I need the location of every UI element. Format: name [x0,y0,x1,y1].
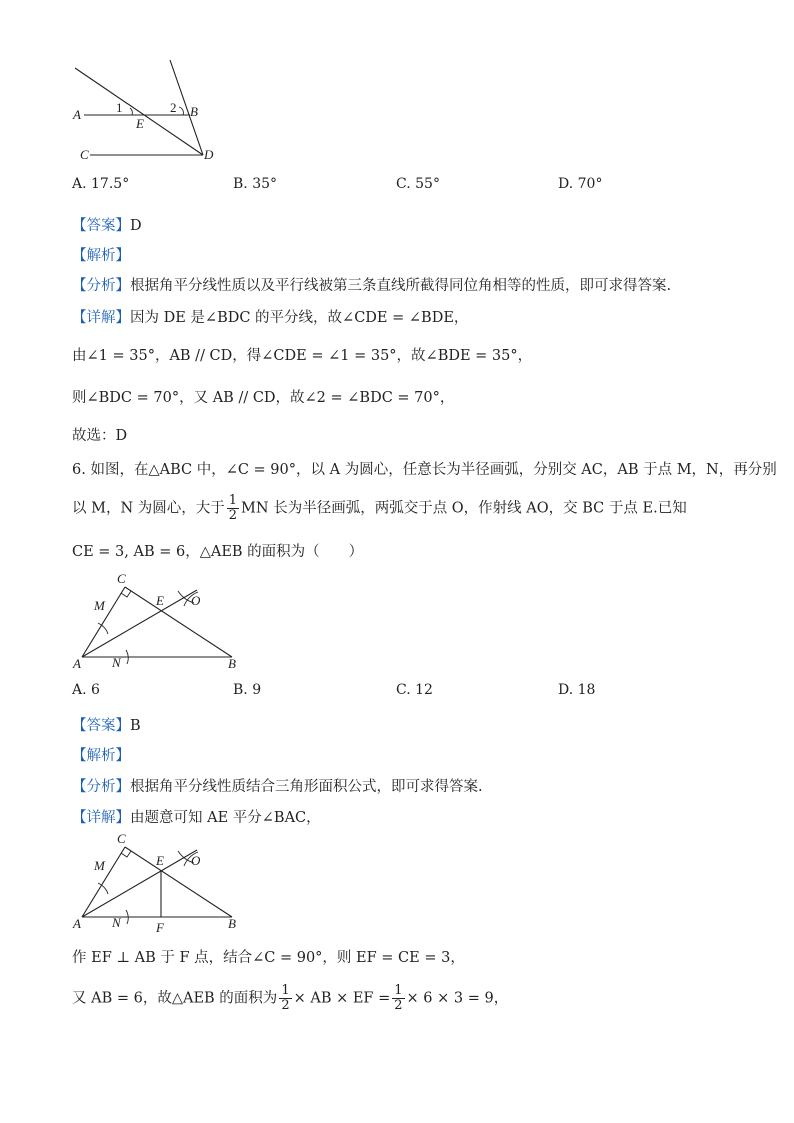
label-O: O [191,593,201,608]
label-E: E [156,853,164,868]
q6-stem-line3: CE = 3, AB = 6，△AEB 的面积为（ ） [72,544,364,560]
option-b: B. 35° [233,176,278,192]
analysis-tag-q6: 【解析】 [72,748,130,764]
angle-2-label: 2 [170,100,177,115]
option-d: D. 70° [558,176,603,192]
label-A: A [73,656,81,671]
option-b: B. 9 [233,682,262,698]
fraction-half: $\frac{1}{2}$ [228,493,238,523]
label-E: E [156,593,164,608]
label-O: O [191,853,201,868]
answer-line-q6: 【答案】B [72,718,141,734]
label-F: F [156,920,164,935]
xiangjie-line-q5: 【详解】因为 DE 是∠BDC 的平分线，故∠CDE = ∠BDE， [72,310,469,326]
figure-q6-solution [70,828,250,936]
figure-q6 [70,568,250,674]
label-N: N [112,655,121,670]
label-M: M [94,858,105,873]
xiangjie-line-q6: 【详解】由题意可知 AE 平分∠BAC， [72,810,321,826]
option-a: A. 6 [72,682,100,698]
label-B: B [190,104,198,119]
solution-line2-q6: 作 EF ⊥ AB 于 F 点，结合∠C = 90°，则 EF = CE = 3， [72,950,465,966]
analysis-tag-q5: 【解析】 [72,248,130,264]
fenxi-line-q5: 【分析】根据角平分线性质以及平行线被第三条直线所截得同位角相等的性质，即可求得答案. [72,278,672,294]
label-A: A [73,107,81,122]
label-D: D [204,147,214,162]
q6-stem-line1: 6. 如图，在△ABC 中，∠C = 90°，以 A 为圆心，任意长为半径画弧，分别交 AC，AB 于点 M，N，再分别 [72,462,777,478]
option-a: A. 17.5° [72,176,130,192]
label-N: N [112,915,121,930]
fraction-half-2: $\frac{1}{2}$ [394,983,403,1013]
q6-stem-line2: 以 M，N 为圆心，大于 $\frac{1}{2}$ MN 长为半径画弧，两弧交于点 O，作射线 AO，交 BC 于点 E.已知 [72,493,687,523]
fenxi-line-q6: 【分析】根据角平分线性质结合三角形面积公式，即可求得答案. [72,779,483,795]
choose-line-q5: 故选：D [72,428,128,444]
label-A: A [73,916,81,931]
option-c: C. 12 [396,682,433,698]
option-c: C. 55° [396,176,440,192]
angle-1-label: 1 [116,100,123,115]
figure-q5 [70,58,230,168]
solution-line2-q5: 由∠1 = 35°，AB // CD，得∠CDE = ∠1 = 35°，故∠BDE = 35°， [72,348,533,364]
option-d: D. 18 [558,682,596,698]
fraction-half-1: $\frac{1}{2}$ [281,983,290,1013]
solution-line3-q6: 又 AB = 6，故△AEB 的面积为 $\frac{1}{2}$ × AB × EF = $\frac{1}{2}$ × 6 × 3 = 9， [72,983,509,1013]
label-C: C [117,571,126,586]
label-E: E [136,116,144,131]
label-C: C [117,831,126,846]
answer-line-q5: 【答案】D [72,218,142,234]
label-M: M [94,598,105,613]
label-B: B [228,656,236,671]
solution-line3-q5: 则∠BDC = 70°，又 AB // CD，故∠2 = ∠BDC = 70°， [72,390,455,406]
label-B: B [228,916,236,931]
label-C: C [80,147,89,162]
